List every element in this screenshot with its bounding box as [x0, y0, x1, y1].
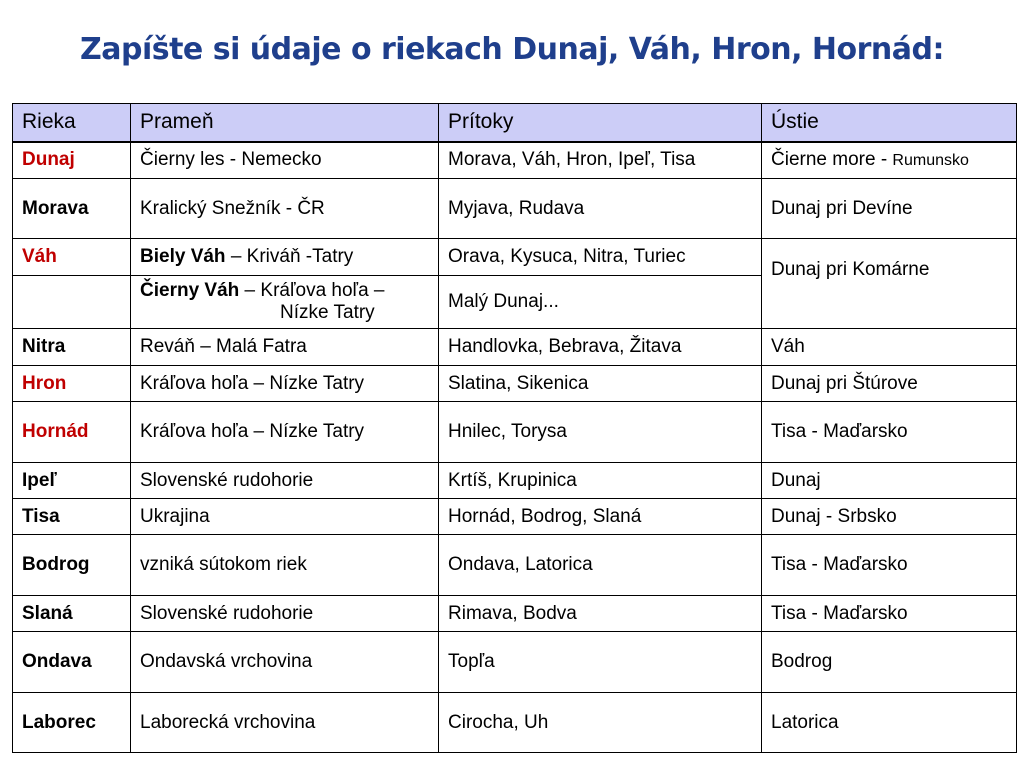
river-tributaries: Ondava, Latorica	[439, 535, 762, 596]
river-mouth: Dunaj - Srbsko	[762, 499, 1017, 535]
river-tributaries: Hnilec, Torysa	[439, 402, 762, 463]
table-header-row	[13, 104, 1017, 142]
river-source: Ondavská vrchovina	[131, 632, 439, 693]
river-tributaries: Orava, Kysuca, Nitra, Turiec	[439, 239, 762, 276]
river-source: Kráľova hoľa – Nízke Tatry	[131, 366, 439, 402]
river-mouth: Dunaj	[762, 463, 1017, 499]
river-tributaries: Rimava, Bodva	[439, 596, 762, 632]
river-name: Nitra	[13, 329, 131, 366]
table-row	[13, 402, 1017, 463]
river-name: Laborec	[13, 693, 131, 753]
table-row	[13, 463, 1017, 499]
table-row	[13, 366, 1017, 402]
table-row	[13, 239, 1017, 276]
river-tributaries: Cirocha, Uh	[439, 693, 762, 753]
river-name-empty	[13, 276, 131, 329]
river-source-rest: – Kráľova hoľa –	[239, 280, 385, 301]
header-mouth: Ústie	[762, 104, 1017, 142]
river-tributaries: Hornád, Bodrog, Slaná	[439, 499, 762, 535]
river-name: Morava	[13, 179, 131, 239]
river-name: Váh	[13, 239, 131, 276]
river-source: Kralický Snežník - ČR	[131, 179, 439, 239]
river-name: Hron	[13, 366, 131, 402]
river-source	[131, 239, 439, 276]
river-source-line2: Nízke Tatry	[280, 302, 375, 323]
river-mouth-text: Čierne more -	[771, 149, 893, 171]
header-river: Rieka	[13, 104, 131, 142]
table-row	[13, 693, 1017, 753]
table-row	[13, 179, 1017, 239]
river-tributaries: Topľa	[439, 632, 762, 693]
river-tributaries: Slatina, Sikenica	[439, 366, 762, 402]
river-name: Dunaj	[13, 142, 131, 179]
table-row	[13, 142, 1017, 179]
river-name: Slaná	[13, 596, 131, 632]
river-mouth: Tisa - Maďarsko	[762, 596, 1017, 632]
river-source-rest: – Kriváň -Tatry	[225, 246, 354, 267]
table-row	[13, 329, 1017, 366]
river-mouth: Tisa - Maďarsko	[762, 402, 1017, 463]
river-name: Tisa	[13, 499, 131, 535]
river-tributaries: Handlovka, Bebrava, Žitava	[439, 329, 762, 366]
river-source	[131, 276, 439, 329]
river-tributaries: Krtíš, Krupinica	[439, 463, 762, 499]
header-source: Prameň	[131, 104, 439, 142]
river-tributaries: Myjava, Rudava	[439, 179, 762, 239]
table-row	[13, 596, 1017, 632]
river-mouth: Dunaj pri Komárne	[762, 239, 1017, 329]
table-row	[13, 499, 1017, 535]
river-mouth: Bodrog	[762, 632, 1017, 693]
river-mouth: Tisa - Maďarsko	[762, 535, 1017, 596]
river-source: vzniká sútokom riek	[131, 535, 439, 596]
river-source: Kráľova hoľa – Nízke Tatry	[131, 402, 439, 463]
river-source-bold: Čierny Váh	[140, 280, 240, 301]
river-source: Ukrajina	[131, 499, 439, 535]
river-name: Hornád	[13, 402, 131, 463]
table-row	[13, 535, 1017, 596]
river-mouth: Dunaj pri Devíne	[762, 179, 1017, 239]
river-source: Laborecká vrchovina	[131, 693, 439, 753]
river-name: Ondava	[13, 632, 131, 693]
page-title: Zapíšte si údaje o riekach Dunaj, Váh, Hron, Hornád:	[79, 32, 945, 67]
river-source: Reváň – Malá Fatra	[131, 329, 439, 366]
rivers-table	[12, 103, 1017, 753]
river-source-bold: Biely Váh	[140, 246, 226, 267]
table-row	[13, 632, 1017, 693]
river-mouth-country: Rumunsko	[892, 152, 969, 170]
river-mouth: Dunaj pri Štúrove	[762, 366, 1017, 402]
river-name: Bodrog	[13, 535, 131, 596]
river-source: Slovenské rudohorie	[131, 596, 439, 632]
header-tributaries: Prítoky	[439, 104, 762, 142]
river-name: Ipeľ	[13, 463, 131, 499]
river-tributaries: Malý Dunaj...	[439, 276, 762, 329]
river-mouth: Váh	[762, 329, 1017, 366]
river-source: Slovenské rudohorie	[131, 463, 439, 499]
river-mouth	[762, 142, 1017, 179]
river-source: Čierny les - Nemecko	[131, 142, 439, 179]
river-tributaries: Morava, Váh, Hron, Ipeľ, Tisa	[439, 142, 762, 179]
river-mouth: Latorica	[762, 693, 1017, 753]
